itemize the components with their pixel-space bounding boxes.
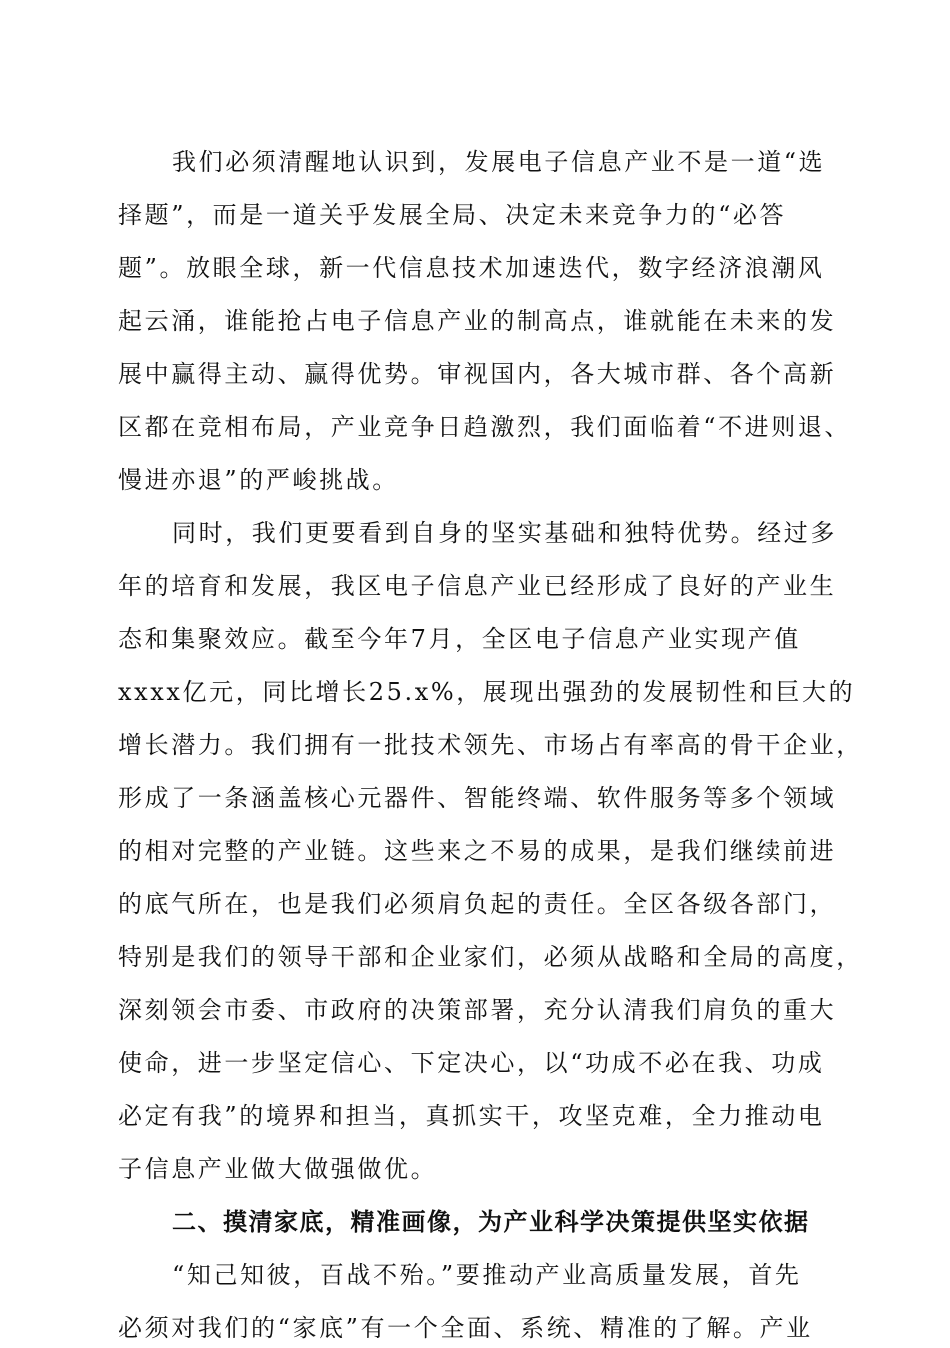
paragraph-3-line-2: 必须对我们的“家底”有一个全面、系统、精准的了解。产业	[118, 1314, 813, 1342]
paragraph-2-line-9: 特别是我们的领导干部和企业家们，必须从战略和全局的高度，	[118, 943, 863, 971]
paragraph-2-line-12: 必定有我”的境界和担当，真抓实干，攻坚克难，全力推动电	[118, 1102, 825, 1130]
paragraph-2-line-5: 增长潜力。我们拥有一批技术领先、市场占有率高的骨干企业，	[118, 731, 863, 759]
paragraph-2-line-10: 深刻领会市委、市政府的决策部署，充分认清我们肩负的重大	[118, 996, 837, 1024]
paragraph-1-line-6: 区都在竞相布局，产业竞争日趋激烈，我们面临着“不进则退、	[118, 413, 852, 441]
paragraph-2-line-1: 同时，我们更要看到自身的坚实基础和独特优势。经过多	[172, 519, 837, 547]
paragraph-2-line-4: xxxx亿元，同比增长25.x%，展现出强劲的发展韧性和巨大的	[118, 678, 856, 706]
paragraph-2-line-13: 子信息产业做大做强做优。	[118, 1155, 438, 1183]
paragraph-1-line-2: 择题”，而是一道关乎发展全局、决定未来竞争力的“必答	[118, 201, 787, 229]
paragraph-1-line-7: 慢进亦退”的严峻挑战。	[118, 466, 399, 494]
paragraph-1-line-5: 展中赢得主动、赢得优势。审视国内，各大城市群、各个高新	[118, 360, 837, 388]
paragraph-2-line-6: 形成了一条涵盖核心元器件、智能终端、软件服务等多个领域	[118, 784, 837, 812]
section-heading: 二、摸清家底，精准画像，为产业科学决策提供坚实依据	[172, 1208, 810, 1236]
paragraph-2-line-3: 态和集聚效应。截至今年7月，全区电子信息产业实现产值	[118, 625, 801, 653]
paragraph-2-line-7: 的相对完整的产业链。这些来之不易的成果，是我们继续前进	[118, 837, 837, 865]
paragraph-2-line-11: 使命，进一步坚定信心、下定决心，以“功成不必在我、功成	[118, 1049, 825, 1077]
paragraph-2-line-2: 年的培育和发展，我区电子信息产业已经形成了良好的产业生	[118, 572, 837, 600]
paragraph-1-line-4: 起云涌，谁能抢占电子信息产业的制高点，谁就能在未来的发	[118, 307, 837, 335]
paragraph-2-line-8: 的底气所在，也是我们必须肩负起的责任。全区各级各部门，	[118, 890, 837, 918]
paragraph-1-line-1: 我们必须清醒地认识到，发展电子信息产业不是一道“选	[172, 148, 826, 176]
paragraph-1-line-3: 题”。放眼全球，新一代信息技术加速迭代，数字经济浪潮风	[118, 254, 825, 282]
paragraph-3-line-1: “知己知彼，百战不殆。”要推动产业高质量发展，首先	[172, 1261, 802, 1289]
